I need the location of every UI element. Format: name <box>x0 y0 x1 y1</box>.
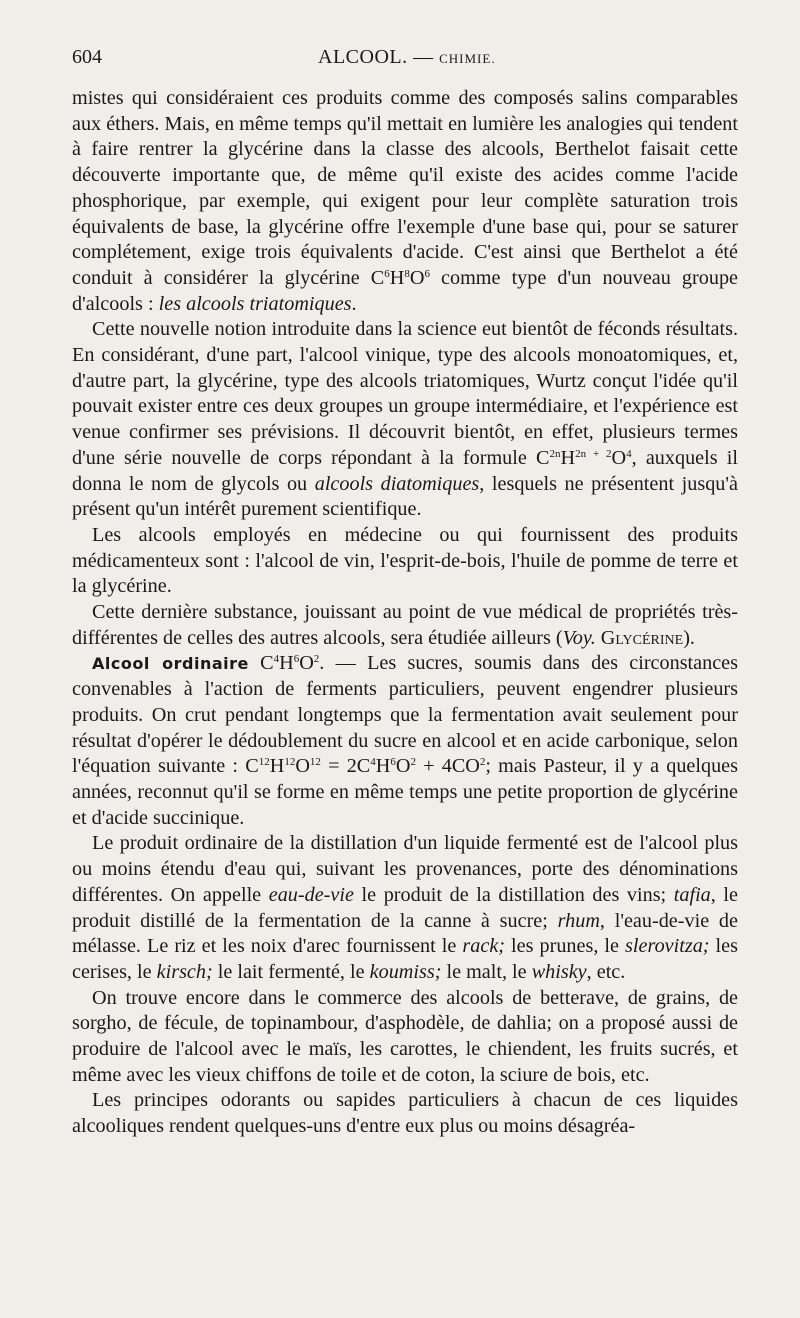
formula: $C^4H^6O^2$ <box>248 652 320 675</box>
paragraph-7: On trouve encore dans le commerce des alcools de betterave, de grains, de sorgho, de fécule, de topinambour, d'asphodèle, de dahlia; on a proposé aussi de produire de l'alcool avec le maïs, les carottes, le chiendent, les fruits sucrés, et même avec les vieux chiffons de toile et de coton, la sciure de bois, etc. <box>72 986 738 1086</box>
paragraph-2: Cette nouvelle notion introduite dans la science eut bientôt de féconds résultats. En considérant, d'une part, l'alcool vinique, type des alcools monoatomiques, et, d'autre part, la glycérine, type des alcools triatomiques, Wurtz conçut l'idée qu'il pouvait exister entre ces deux groupes un groupe intermédiaire, et l'expérience est venue confirmer ses prévisions. Il découvrit bientôt, en effet, plusieurs termes d'une série nouvelle de corps répondant à la formule $C^{2n}H^{2n + 2}O^4$, auxquels il donna le nom de glycols ou alcools diatomiques, lesquels ne présentent jusqu'à présent qu'un intérêt purement scientifique. <box>72 318 738 521</box>
paragraph-6: Le produit ordinaire de la distillation d'un liquide fermenté est de l'alcool plus ou moins étendu d'eau qui, suivant les provenances, porte des dénominations différentes. On appelle eau-de-vie le produit de la distillation des vins; tafia, le produit distillé de la fermentation de la canne à sucre; rhum, l'eau-de-vie de mélasse. Le riz et les noix d'arec fournissent le rack; les prunes, le slerovitza; les cerises, le kirsch; le lait fermenté, le koumiss; le malt, le whisky, etc. <box>72 832 738 983</box>
paragraph-4: Cette dernière substance, jouissant au point de vue médical de propriétés très-différentes de celles des autres alcools, sera étudiée ailleurs (Voy. Glycérine). <box>72 601 738 649</box>
page-body <box>72 86 738 1140</box>
running-subtitle: CHIMIE. <box>439 51 496 66</box>
paragraph-8: Les principes odorants ou sapides particuliers à chacun de ces liquides alcooliques rendent quelques-uns d'entre eux plus ou moins désagréa- <box>72 1089 738 1138</box>
section-heading: Alcool ordinaire <box>92 654 249 674</box>
running-header <box>72 46 738 74</box>
paragraph-5: Alcool ordinaire $C^4H^6O^2$. — Les sucres, soumis dans des circonstances convenables à l'action de ferments particuliers, peuvent engendrer plusieurs produits. On crut pendant longtemps que la fermentation avait seulement pour résultat d'opérer le dédoublement du sucre en alcool et en acide carbonique, selon l'équation suivante : $C^{12}H^{12}O^{12} = 2C^4H^6O^2 + 4CO^2$; mais Pasteur, il y a quelques années, reconnut qu'il se forme en même temps une petite proportion de glycérine et d'acide succinique. <box>72 652 738 829</box>
paragraph-1: mistes qui considéraient ces produits comme des composés salins comparables aux éthers. Mais, en même temps qu'il mettait en lumière les analogies qui tendent à faire rentrer la glycérine dans la classe des alcools, Berthelot faisait cette découverte importante que, de même qu'il existe des acides comme l'acide phosphorique, par exemple, qui exigent pour leur complète saturation trois équivalents de base, la glycérine offre l'exemple d'une base qui, pour se saturer complétement, exige trois équivalents d'acide. C'est ainsi que Berthelot a été conduit à considérer la glycérine $C^6H^8O^6$ comme type d'un nouveau groupe d'alcools : les alcools triatomiques. <box>72 87 738 315</box>
paragraph-3: Les alcools employés en médecine ou qui fournissent des produits médicamenteux sont : l'alcool de vin, l'esprit-de-bois, l'huile de pomme de terre et la glycérine. <box>72 523 738 598</box>
page-number: 604 <box>72 46 102 68</box>
running-title: ALCOOL. — CHIMIE. <box>318 46 496 68</box>
